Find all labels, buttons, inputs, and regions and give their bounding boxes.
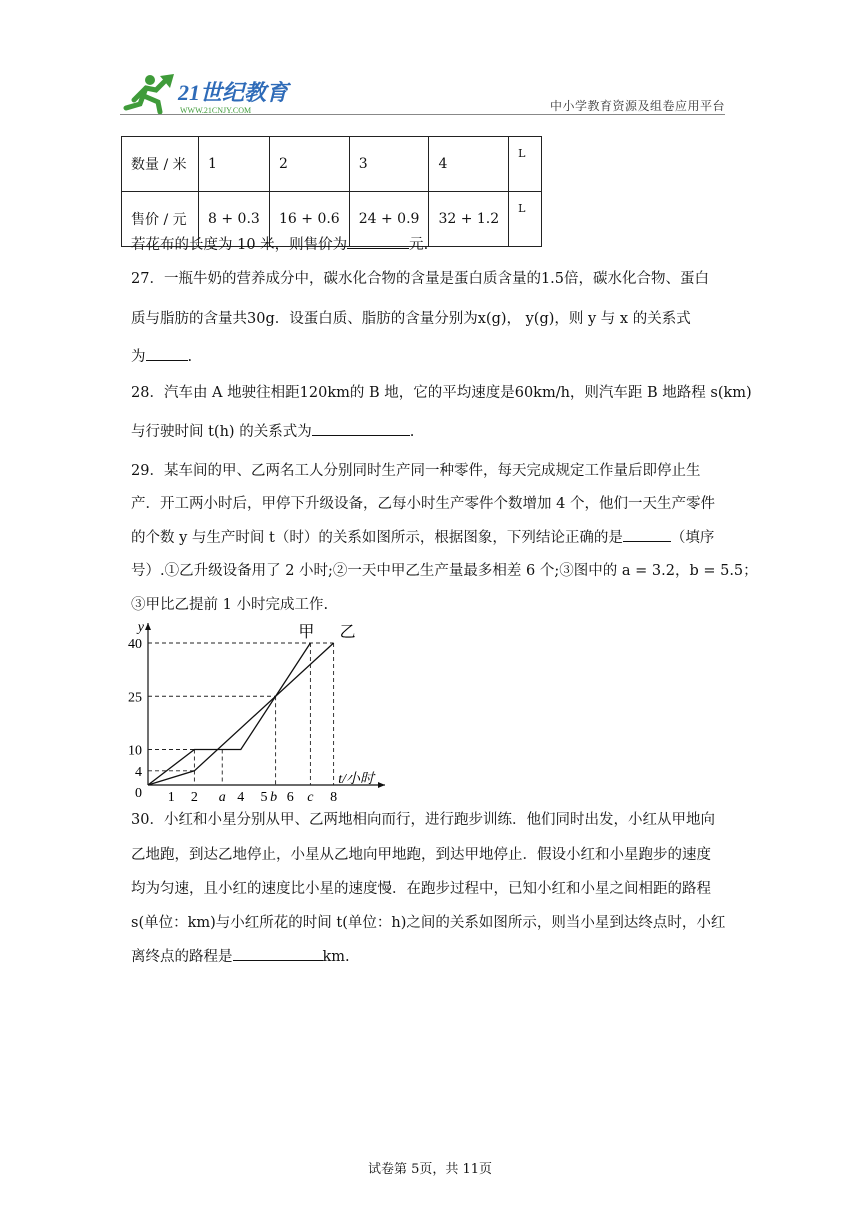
q30-line-4: s(单位：km)与小红所花的时间 t(单位：h)之间的关系如图所示，则当小星到达终点时，小红 (131, 915, 726, 931)
x-axis-arrow (378, 782, 385, 788)
header-divider (120, 114, 725, 115)
svg-text:WWW.21CNJY.COM: WWW.21CNJY.COM (180, 106, 252, 115)
answer-blank (347, 234, 409, 249)
series-label: 乙 (339, 624, 356, 641)
q29-line-4: 号）.①乙升级设备用了 2 小时;②一天中甲乙生产量最多相差 6 个;③图中的 a = 3.2，b = 5.5； (131, 563, 758, 579)
series-label: 甲 (298, 624, 315, 641)
q28-text: 与行驶时间 t(h) 的关系式为 (131, 424, 312, 440)
table-cell: 2 (270, 137, 350, 192)
table-cell: 16 + 0.6 (270, 192, 350, 247)
q29-line-3 (131, 527, 731, 548)
q27-text: 为 (131, 349, 146, 365)
q29-line-1: 29．某车间的甲、乙两名工人分别同时生产同一种零件，每天完成规定工作量后即停止生 (131, 463, 701, 479)
x-tick-label: 1 (167, 790, 175, 805)
y-tick-label: 0 (135, 786, 142, 801)
site-logo (120, 70, 295, 116)
x-tick-label: 8 (330, 790, 338, 805)
x-tick-label: 2 (190, 790, 198, 805)
x-tick-label: a (218, 790, 226, 805)
production-chart (130, 615, 410, 805)
table-cell: L (509, 192, 542, 247)
table-cell: 24 + 0.9 (349, 192, 429, 247)
answer-blank (233, 946, 323, 961)
q26-text-end: 元. (409, 237, 429, 253)
x-tick-label: 4 (237, 790, 245, 805)
table-cell: 1 (199, 137, 270, 192)
x-tick-label: 5 (260, 790, 268, 805)
q27-line-1: 27．一瓶牛奶的营养成分中，碳水化合物的含量是蛋白质含量的1.5倍，碳水化合物、蛋白 (131, 271, 710, 287)
q29-line-2: 产．开工两小时后，甲停下升级设备，乙每小时生产零件个数增加 4 个，他们一天生产零件 (131, 496, 715, 512)
table-cell: 3 (349, 137, 429, 192)
q30-text: 离终点的路程是 (131, 949, 233, 965)
x-tick-label: 6 (286, 790, 294, 805)
x-tick-label: c (307, 790, 314, 805)
q28-line-2 (131, 421, 731, 442)
page-footer: 试卷第 5页，共 11页 (367, 1162, 493, 1177)
y-tick-label: 4 (135, 764, 142, 780)
x-tick-label: b (270, 790, 278, 805)
y-tick-label: 10 (128, 743, 142, 759)
y-tick-label: 40 (128, 637, 142, 652)
q30-line-1: 30．小红和小星分别从甲、乙两地相向而行，进行跑步训练．他们同时出发，小红从甲地向 (131, 812, 715, 828)
q29-text: 的个数 y 与生产时间 t（时）的关系如图所示，根据图象，下列结论正确的是 (131, 530, 623, 546)
q27-line-2: 质与脂肪的含量共30g．设蛋白质、脂肪的含量分别为x(g)， y(g)，则 y 与 x 的关系式 (131, 311, 691, 327)
q27-line-3 (131, 346, 731, 367)
q26-answer-line (131, 234, 731, 255)
table-cell: L (509, 137, 542, 192)
page-header (120, 62, 725, 114)
q30-line-3: 均为匀速，且小红的速度比小星的速度慢．在跑步过程中，已知小红和小星之间相距的路程 (131, 881, 711, 897)
table-cell: 32 + 1.2 (429, 192, 509, 247)
runner-icon (126, 74, 174, 112)
x-axis-label: t/小时 (338, 772, 375, 787)
y-axis-arrow (145, 623, 151, 630)
table-cell: 4 (429, 137, 509, 192)
q27-text-end: . (187, 349, 193, 365)
answer-blank (623, 527, 671, 542)
table-row (122, 137, 542, 192)
series-line-0 (148, 643, 310, 785)
answer-blank (146, 346, 188, 361)
answer-blank (312, 421, 410, 436)
platform-name: 中小学教育资源及组卷应用平台 (549, 99, 725, 113)
q30-line-5 (131, 946, 731, 967)
table-cell: 数量 / 米 (122, 137, 199, 192)
q30-line-2: 乙地跑，到达乙地停止，小星从乙地向甲地跑，到达甲地停止．假设小红和小星跑步的速度 (131, 847, 711, 863)
y-axis-label: y (137, 620, 144, 635)
y-tick-label: 25 (128, 690, 142, 706)
q28-text-end: . (409, 424, 415, 440)
q26-text: 若花布的长度为 10 米，则售价为 (131, 237, 348, 253)
q29-text-end: （填序 (670, 530, 715, 546)
q28-line-1: 28．汽车由 A 地驶往相距120km的 B 地，它的平均速度是60km/h，则汽车距 B 地路程 s(km) (131, 385, 752, 401)
q30-text-end: km. (322, 949, 350, 965)
q29-line-5: ③甲比乙提前 1 小时完成工作. (131, 597, 329, 613)
table-cell: 8 + 0.3 (199, 192, 270, 247)
svg-text:21世纪教育: 21世纪教育 (178, 80, 289, 105)
price-table (121, 136, 542, 247)
table-cell: 售价 / 元 (122, 192, 199, 247)
